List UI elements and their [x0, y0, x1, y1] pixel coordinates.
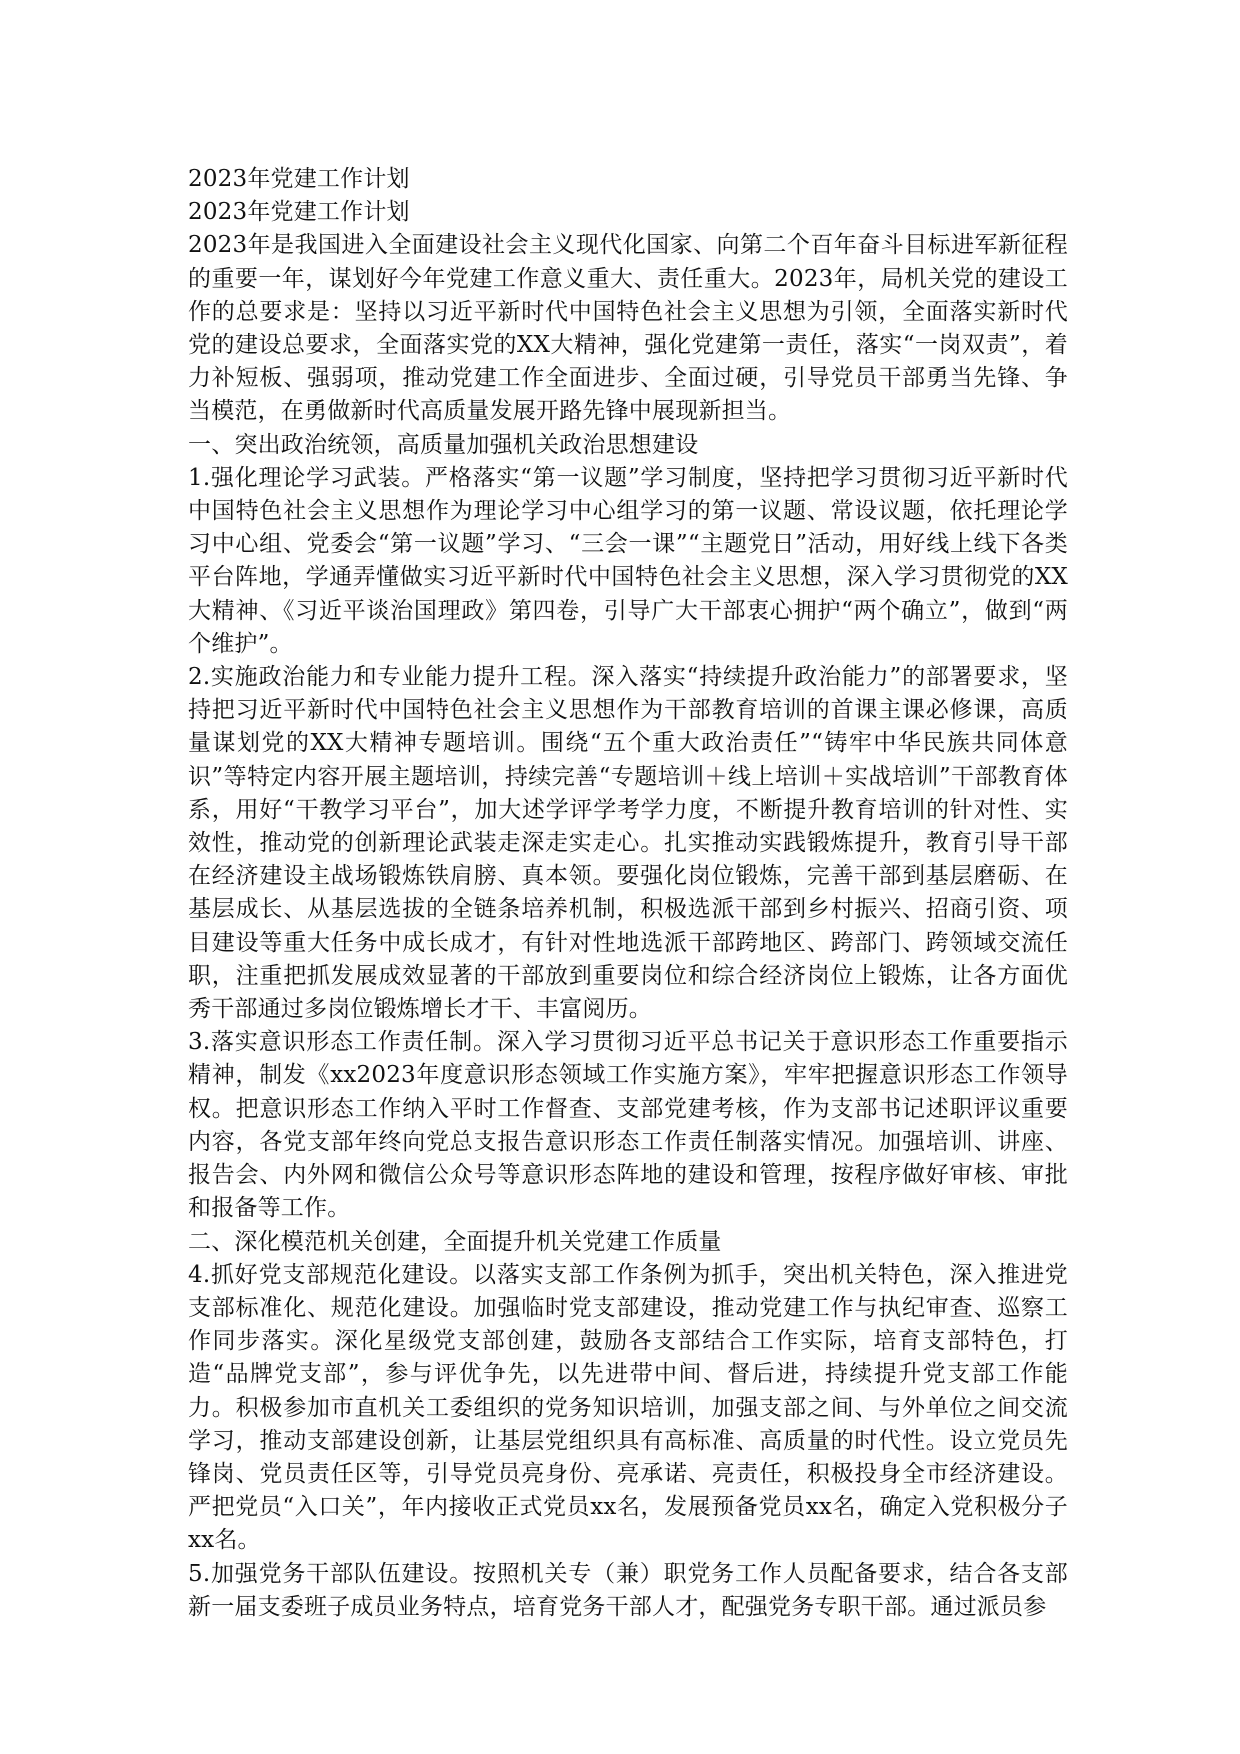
document-title-line-1: 2023年党建工作计划 [188, 166, 410, 192]
item-4-paragraph: 4.抓好党支部规范化建设。以落实支部工作条例为抓手，突出机关特色，深入推进党支部标准化、规范化建设。加强临时党支部建设，推动党建工作与执纪审查、巡察工作同步落实。深化星级党支部创建，鼓励各支部结合工作实际，培育支部特色，打造“品牌党支部”，参与评优争先，以先进带中间、督后进，持续提升党支部工作能力。积极参加市直机关工委组织的党务知识培训，加强支部之间、与外单位之间交流学习，推动支部建设创新，让基层党组织具有高标准、高质量的时代性。设立党员先锋岗、党员责任区等，引导党员亮身份、亮承诺、亮责任，积极投身全市经济建设。严把党员“入口关”，年内接收正式党员xx名，发展预备党员xx名，确定入党积极分子xx名。 [188, 1261, 1068, 1554]
document-body [188, 163, 1068, 1624]
section-1-heading: 一、突出政治统领，高质量加强机关政治思想建设 [188, 431, 699, 458]
item-1-paragraph: 1.强化理论学习武装。严格落实“第一议题”学习制度，坚持把学习贯彻习近平新时代中国特色社会主义思想作为理论学习中心组学习的第一议题、常设议题，依托理论学习中心组、党委会“第一议题”学习、“三会一课”“主题党日”活动，用好线上线下各类平台阵地，学通弄懂做实习近平新时代中国特色社会主义思想，深入学习贯彻党的XX大精神、《习近平谈治国理政》第四卷，引导广大干部衷心拥护“两个确立”，做到“两个维护”。 [188, 464, 1068, 657]
item-3-paragraph: 3.落实意识形态工作责任制。深入学习贯彻习近平总书记关于意识形态工作重要指示精神，制发《xx2023年度意识形态领域工作实施方案》，牢牢把握意识形态工作领导权。把意识形态工作纳入平时工作督查、支部党建考核，作为支部书记述职评议重要内容，各党支部年终向党总支报告意识形态工作责任制落实情况。加强培训、讲座、报告会、内外网和微信公众号等意识形态阵地的建设和管理，按程序做好审核、审批和报备等工作。 [188, 1029, 1068, 1222]
section-2-heading: 二、深化模范机关创建，全面提升机关党建工作质量 [188, 1228, 722, 1255]
item-2-paragraph: 2.实施政治能力和专业能力提升工程。深入落实“持续提升政治能力”的部署要求，坚持把习近平新时代中国特色社会主义思想作为干部教育培训的首课主课必修课，高质量谋划党的XX大精神专题培训。围绕“五个重大政治责任”“铸牢中华民族共同体意识”等特定内容开展主题培训，持续完善“专题培训＋线上培训＋实战培训”干部教育体系，用好“干教学习平台”，加大述学评学考学力度，不断提升教育培训的针对性、实效性，推动党的创新理论武装走深走实走心。扎实推动实践锻炼提升，教育引导干部在经济建设主战场锻炼铁肩膀、真本领。要强化岗位锻炼，完善干部到基层磨砺、在基层成长、从基层选拔的全链条培养机制，积极选派干部到乡村振兴、招商引资、项目建设等重大任务中成长成才，有针对性地选派干部跨地区、跨部门、跨领域交流任职，注重把抓发展成效显著的干部放到重要岗位和综合经济岗位上锻炼，让各方面优秀干部通过多岗位锻炼增长才干、丰富阅历。 [188, 664, 1068, 1023]
item-5-paragraph: 5.加强党务干部队伍建设。按照机关专（兼）职党务工作人员配备要求，结合各支部新一届支委班子成员业务特点，培育党务干部人才，配强党务专职干部。通过派员参 [188, 1560, 1068, 1620]
intro-paragraph: 2023年是我国进入全面建设社会主义现代化国家、向第二个百年奋斗目标进军新征程的重要一年，谋划好今年党建工作意义重大、责任重大。2023年，局机关党的建设工作的总要求是：坚持以习近平新时代中国特色社会主义思想为引领，全面落实新时代党的建设总要求，全面落实党的XX大精神，强化党建第一责任，落实“一岗双责”，着力补短板、强弱项，推动党建工作全面进步、全面过硬，引导党员干部勇当先锋、争当模范，在勇做新时代高质量发展开路先锋中展现新担当。 [188, 232, 1068, 425]
document-title-line-2: 2023年党建工作计划 [188, 199, 410, 226]
